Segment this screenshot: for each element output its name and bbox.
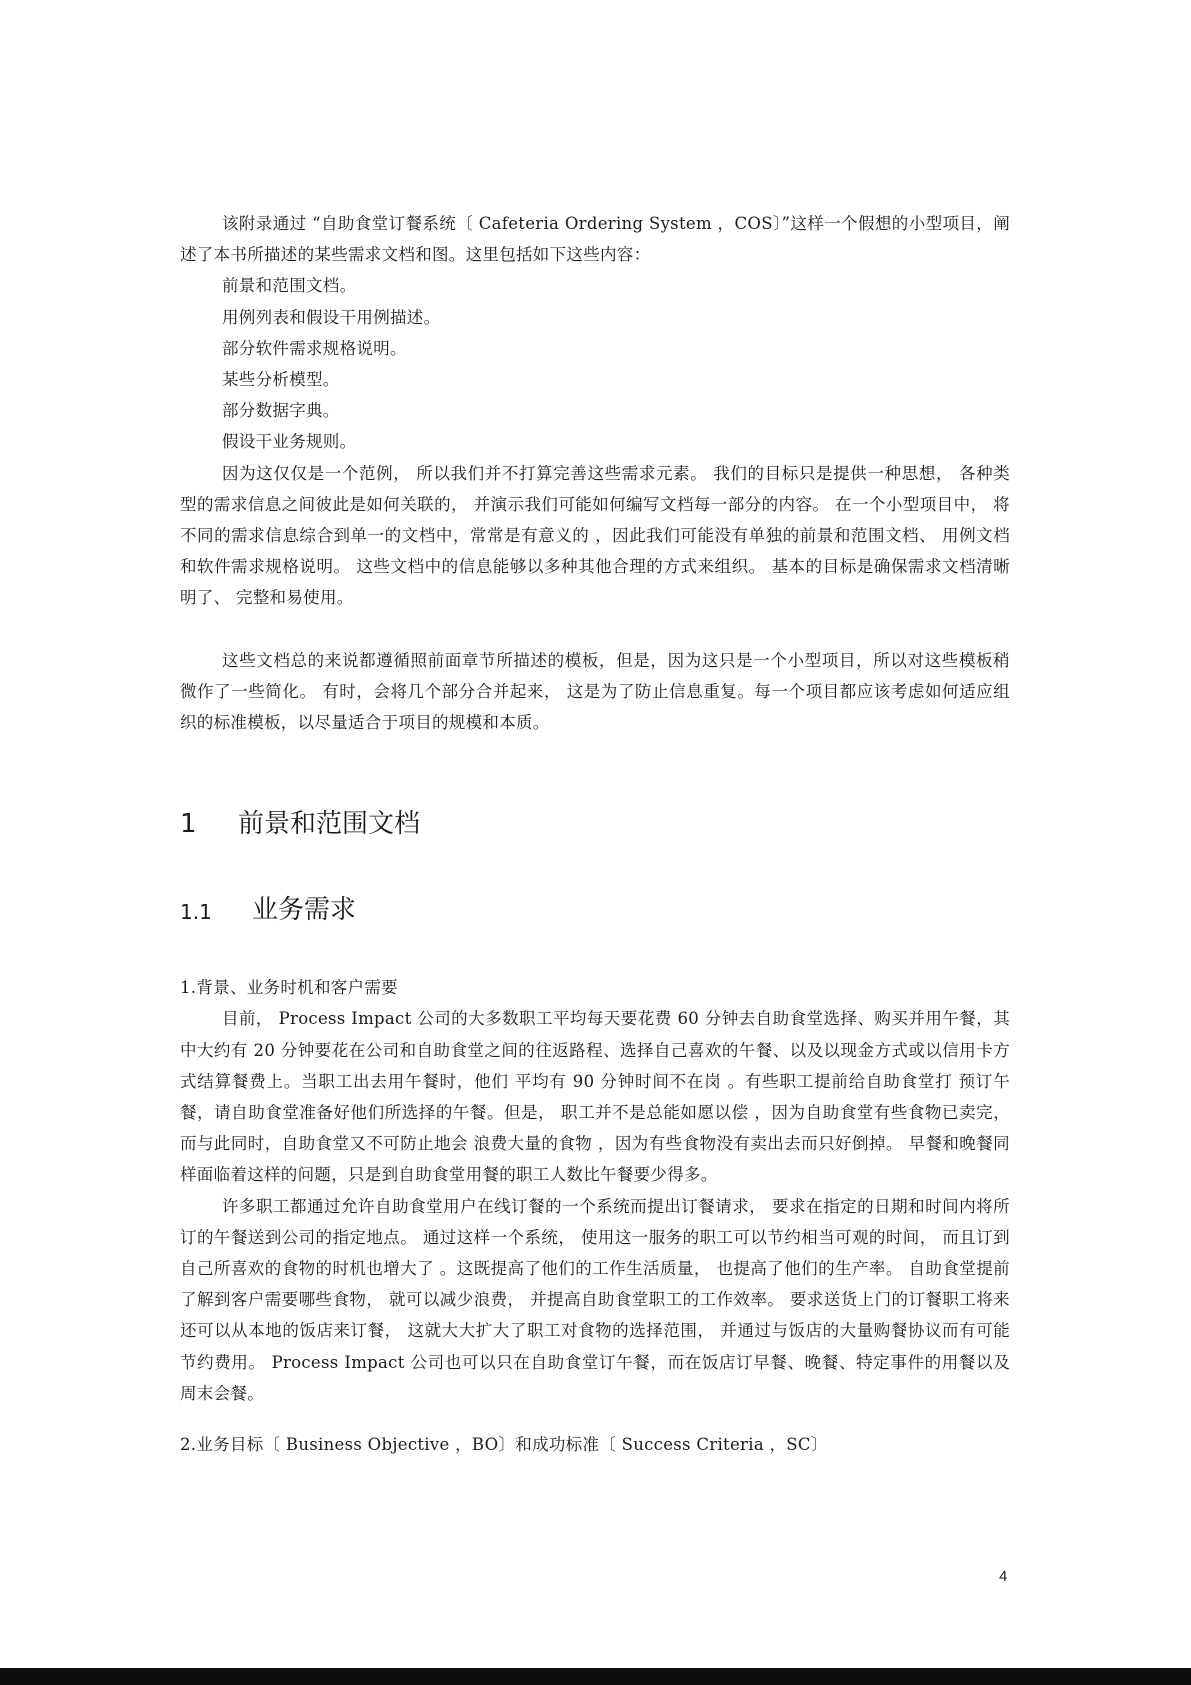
spacer — [180, 1409, 1010, 1429]
intro-paragraph-2: 因为这仅仅是一个范例， 所以我们并不打算完善这些需求元素。 我们的目标只是提供一种思想， 各种类型的需求信息之间彼此是如何关联的， 并演示我们可能如何编写文档每一部分的内容。 在一个小型项目中， 将不同的需求信息综合到单一的文档中，常常是有意义的 ，因此我们可能没有单独的前景和范围文档、 用例文档和软件需求规格说明。 这些文档中的信息能够以多种其他合理的方式来组织。 基本的目标是确保需求文档清晰明了、 完整和易使用。 — [180, 463, 1010, 608]
section-number: 1.1 — [180, 900, 212, 925]
background-paragraph-1: 目前， Process Impact 公司的大多数职工平均每天要花费 60 分钟去自助食堂选择、购买并用午餐，其中大约有 20 分钟要花在公司和自助食堂之间的往返路程、选择自己喜欢的午餐、以及以现金方式或以信用卡方式结算餐费上。当职工出去用午餐时，他们 平均有 90 分钟时间不在岗 。有些职工提前给自助食堂打 预订午餐，请自助食堂准备好他们所选择的午餐。但是， 职工并不是总能如愿以偿 ，因为自助食堂有些食物已卖完，而与此同时，自助食堂又不可防止地会 浪费大量的食物 ，因为有些食物没有卖出去而只好倒掉。 早餐和晚餐同样面临着这样的问题，只是到自助食堂用餐的职工人数比午餐要少得多。 — [180, 1009, 1010, 1185]
page-number: 4 — [999, 1568, 1008, 1585]
section-title: 前景和范围文档 — [238, 809, 421, 840]
spacer — [180, 934, 1010, 972]
list-item: 部分数据字典。 — [222, 401, 340, 421]
page-content — [180, 208, 1010, 1460]
spacer — [180, 614, 1010, 645]
bottom-border — [0, 1668, 1191, 1685]
section-title: 业务需求 — [252, 895, 357, 926]
intro-paragraph-1: 该附录通过 “自助食堂订餐系统〔 Cafeteria Ordering System ，COS〕”这样一个假想的小型项目，阐述了本书所描述的某些需求文档和图。这里包括如下这些内容： — [180, 214, 1010, 265]
subsection-heading-objectives: 2.业务目标〔 Business Objective ，BO〕和成功标准〔 Success Criteria ，SC〕 — [180, 1435, 828, 1455]
list-item: 前景和范围文档。 — [222, 276, 357, 296]
list-item: 假设干业务规则。 — [222, 432, 357, 452]
spacer — [180, 844, 1010, 890]
section-number: 1 — [180, 809, 197, 840]
section-heading-1-1 — [180, 890, 1010, 934]
list-item: 用例列表和假设干用例描述。 — [222, 307, 441, 327]
subsection-heading-background: 1.背景、业务时机和客户需要 — [180, 978, 398, 998]
list-item: 部分软件需求规格说明。 — [222, 338, 407, 358]
contents-list — [180, 270, 1010, 457]
background-paragraph-2: 许多职工都通过允许自助食堂用户在线订餐的一个系统而提出订餐请求， 要求在指定的日期和时间内将所订的午餐送到公司的指定地点。 通过这样一个系统， 使用这一服务的职工可以节约相当可观的时间， 而且订到自己所喜欢的食物的时机也增大了 。这既提高了他们的工作生活质量， 也提高了他们的生产率。 自助食堂提前了解到客户需要哪些食物， 就可以减少浪费， 并提高自助食堂职工的工作效率。 要求送货上门的订餐职工将来还可以从本地的饭店来订餐， 这就大大扩大了职工对食物的选择范围， 并通过与饭店的大量购餐协议而有可能节约费用。 Process Impact 公司也可以只在自助食堂订午餐，而在饭店订早餐、晚餐、特定事件的用餐以及周末会餐。 — [180, 1196, 1010, 1403]
spacer — [180, 738, 1010, 804]
section-heading-1 — [180, 804, 1010, 844]
list-item: 某些分析模型。 — [222, 370, 340, 390]
intro-paragraph-3: 这些文档总的来说都遵循照前面章节所描述的模板，但是，因为这只是一个小型项目，所以对这些模板稍微作了一些简化。 有时，会将几个部分合并起来， 这是为了防止信息重复。每一个项目都应该考虑如何适应组织的标准模板，以尽量适合于项目的规模和本质。 — [180, 650, 1010, 733]
